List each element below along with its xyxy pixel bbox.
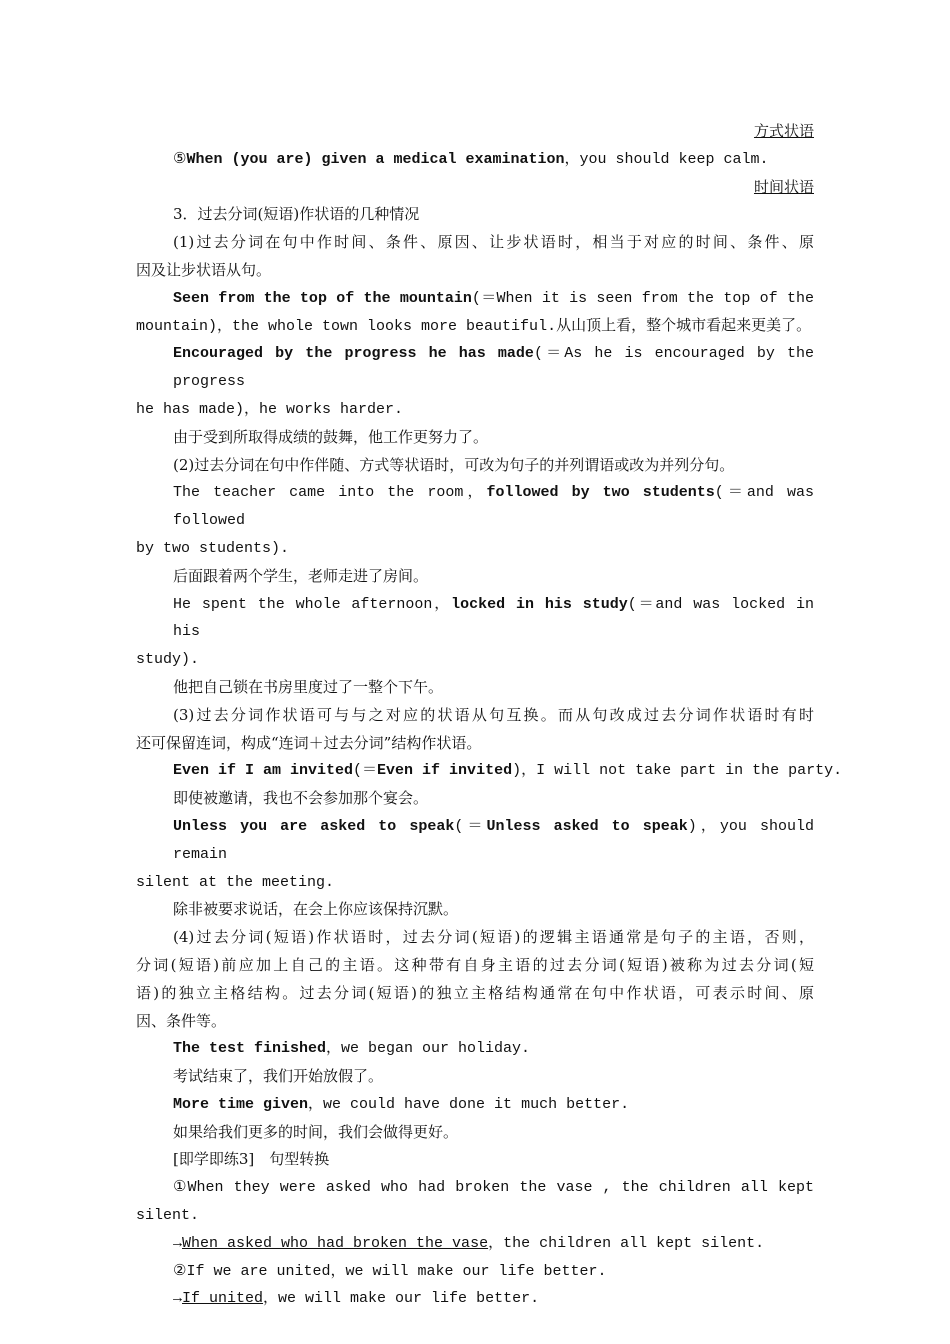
document-body	[136, 118, 843, 1313]
rule-4-line-1: (4)过去分词(短语)作状语时，过去分词(短语)的逻辑主语通常是句子的主语，否则，	[173, 928, 814, 947]
question-2: ②If we are united，we will make our life better.	[173, 1262, 607, 1280]
example-followed-translation: 后面跟着两个学生，老师走进了房间。	[173, 566, 429, 585]
bold-phrase: When (you are) given a medical examination	[186, 150, 565, 168]
rule-3-line-1: (3)过去分词作状语可与与之对应的状语从句互换。而从句改成过去分词作状语时有时	[173, 705, 814, 724]
question-1-line-1: ①When they were asked who had broken the vase , the children all kept	[173, 1179, 814, 1197]
arrow-icon: →	[173, 1234, 183, 1252]
example-encouraged-translation: 由于受到所取得成绩的鼓舞，他工作更努力了。	[173, 427, 489, 446]
rule-4-line-3: 语)的独立主格结构。过去分词(短语)的独立主格结构通常在句中作状语，可表示时间、原	[136, 983, 814, 1002]
example-unless-line-2: silent at the meeting.	[136, 873, 335, 891]
example-encouraged-line-1: Encouraged by the progress he has made(＝As he is encouraged by the progress	[173, 345, 814, 391]
manner-adverbial-label: 方式状语	[753, 122, 814, 140]
example-5: ⑤When (you are) given a medical examination，you should keep calm.	[173, 150, 769, 168]
rule-1-line-1: (1)过去分词在句中作时间、条件、原因、让步状语时，相当于对应的时间、条件、原	[173, 233, 814, 252]
example-locked-line-2: study).	[136, 651, 200, 669]
circled-number: ⑤	[173, 150, 187, 168]
rule-4-line-4: 因、条件等。	[136, 1011, 227, 1030]
example-seen-line-1: Seen from the top of the mountain(＝When it is seen from the top of the	[173, 289, 814, 307]
answer-blank: If united	[182, 1290, 264, 1308]
rule-4-line-2: 分词(短语)前应加上自己的主语。这种带有自身主语的过去分词(短语)被称为过去分词(短	[136, 955, 814, 974]
example-encouraged-line-2: he has made)，he works harder.	[136, 400, 404, 418]
rule-2: (2)过去分词在句中作伴随、方式等状语时，可改为句子的并列谓语或改为并列分句。	[173, 455, 735, 474]
example-seen-line-2: mountain)，the whole town looks more beautiful.从山顶上看，整个城市看起来更美了。	[136, 317, 812, 335]
question-1-line-2: silent.	[136, 1207, 200, 1225]
example-locked-line-1: He spent the whole afternoon，locked in his study(＝and was locked in his	[173, 595, 814, 641]
time-adverbial-label: 时间状语	[753, 177, 814, 196]
example-unless-translation: 除非被要求说话，在会上你应该保持沉默。	[173, 900, 459, 919]
example-more-time-translation: 如果给我们更多的时间，我们会做得更好。	[173, 1122, 459, 1141]
example-unless-line-1: Unless you are asked to speak(＝Unless asked to speak)，you should remain	[173, 817, 814, 863]
answer-2: →If united，we will make our life better.	[173, 1290, 540, 1308]
example-invited-translation: 即使被邀请，我也不会参加那个宴会。	[173, 789, 429, 808]
example-followed-line-1: The teacher came into the room，followed by two students(＝and was followed	[173, 484, 814, 530]
rule-1-line-2: 因及让步状语从句。	[136, 260, 272, 279]
practice-title: [即学即练3] 句型转换	[173, 1150, 330, 1169]
example-test-finished-translation: 考试结束了，我们开始放假了。	[173, 1067, 384, 1086]
example-test-finished: The test finished，we began our holiday.	[173, 1040, 531, 1058]
example-more-time: More time given，we could have done it much better.	[173, 1095, 630, 1113]
example-locked-translation: 他把自己锁在书房里度过了一整个下午。	[173, 677, 444, 696]
section-3-title: 3．过去分词(短语)作状语的几种情况	[173, 205, 420, 224]
arrow-icon: →	[173, 1290, 183, 1308]
answer-blank: When asked who had broken the vase	[182, 1234, 489, 1252]
example-followed-line-2: by two students).	[136, 539, 290, 557]
example-invited: Even if I am invited(＝Even if invited)，I will not take part in the party.	[173, 762, 843, 780]
answer-1: →When asked who had broken the vase，the children all kept silent.	[173, 1234, 765, 1252]
rule-3-line-2: 还可保留连词，构成“连词＋过去分词”结构作状语。	[136, 733, 482, 752]
